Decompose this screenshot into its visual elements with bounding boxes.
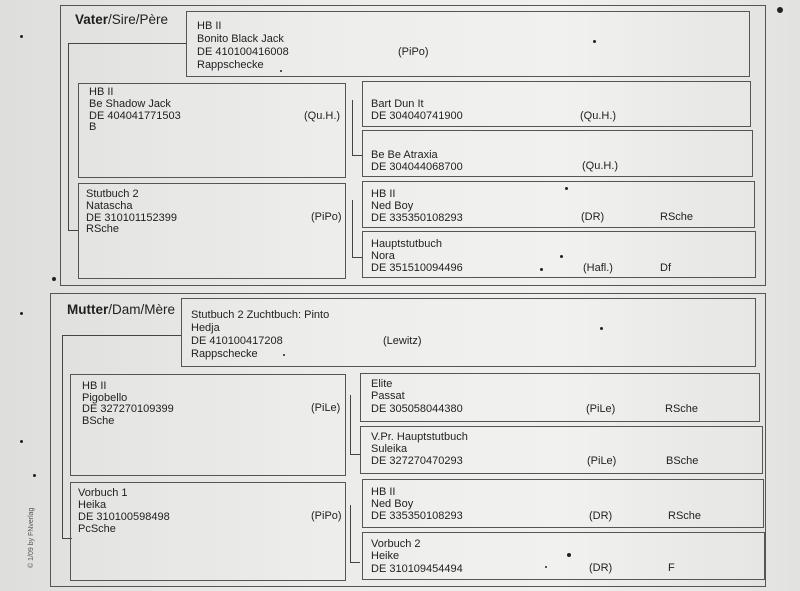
dam-dam-book: Vorbuch 1 bbox=[78, 487, 128, 499]
sire-sire-sire-breeder: (Qu.H.) bbox=[580, 110, 617, 122]
paper-speck bbox=[20, 312, 23, 315]
sire-dam-sire-name: Ned Boy bbox=[371, 200, 414, 212]
dam-dam-name: Heika bbox=[78, 499, 107, 511]
dam-dam-dam-name: Heike bbox=[371, 550, 400, 562]
sire-dam-sire-id: DE 335350108293 bbox=[371, 212, 463, 224]
sire-dam-sire-color: RSche bbox=[660, 211, 694, 223]
dam-dam-sire-name: Ned Boy bbox=[371, 498, 414, 510]
dam-sire-sire-breeder: (PiLe) bbox=[586, 403, 616, 415]
dam-dam-sire-color: RSche bbox=[668, 510, 702, 522]
dam-heading-rest: /Dam/Mère bbox=[108, 302, 176, 317]
sire-heading-main: Vater bbox=[75, 12, 109, 27]
sire-sire-book: HB II bbox=[89, 86, 114, 98]
paper-speck bbox=[283, 354, 285, 356]
sire-horse-name: Bonito Black Jack bbox=[197, 33, 284, 45]
paper-speck bbox=[777, 7, 783, 13]
sire-dam-breeder: (PiPo) bbox=[311, 211, 342, 223]
dam-sire-dam-name: Suleika bbox=[371, 443, 408, 455]
dam-horse-color: Rappschecke bbox=[191, 348, 258, 360]
sire-connector bbox=[68, 230, 78, 231]
dam-horse-breeder: (Lewitz) bbox=[383, 335, 422, 347]
dam-sire-book: HB II bbox=[82, 380, 107, 392]
dam-sire-sire-book: Elite bbox=[371, 378, 393, 390]
paper-speck bbox=[565, 187, 568, 190]
sire-section-heading bbox=[75, 12, 168, 27]
dam-sire-sire-color: RSche bbox=[665, 403, 699, 415]
dam-sire-dam-color: BSche bbox=[666, 455, 699, 467]
dam-dam-dam-book: Vorbuch 2 bbox=[371, 538, 421, 550]
dam-connector bbox=[62, 335, 63, 539]
dam-dam-dam-color: F bbox=[668, 562, 675, 574]
sire-connector bbox=[352, 200, 353, 258]
paper-speck bbox=[280, 70, 282, 72]
paper-speck bbox=[540, 268, 543, 271]
dam-sire-breeder: (PiLe) bbox=[311, 402, 341, 414]
dam-dam-breeder: (PiPo) bbox=[311, 510, 342, 522]
sire-connector bbox=[352, 155, 362, 156]
sire-dam-dam-name: Nora bbox=[371, 250, 395, 262]
dam-sire-name: Pigobello bbox=[82, 392, 128, 404]
sire-connector bbox=[68, 43, 69, 231]
dam-heading-main: Mutter bbox=[67, 302, 109, 317]
dam-dam-sire-book: HB II bbox=[371, 486, 396, 498]
dam-horse-name: Hedja bbox=[191, 322, 220, 334]
paper-speck bbox=[567, 553, 571, 557]
dam-dam-dam-id: DE 310109454494 bbox=[371, 563, 463, 575]
paper-speck bbox=[20, 440, 23, 443]
dam-sire-dam-breeder: (PiLe) bbox=[587, 455, 617, 467]
paper-speck bbox=[20, 35, 23, 38]
sire-dam-color: RSche bbox=[86, 223, 120, 235]
dam-sire-dam-book: V.Pr. Hauptstutbuch bbox=[371, 431, 468, 443]
copyright-note: © 1/09 by FNverlag bbox=[28, 507, 35, 568]
sire-sire-dam-name: Be Be Atraxia bbox=[371, 149, 438, 161]
dam-horse-book: Stutbuch 2 Zuchtbuch: Pinto bbox=[191, 309, 330, 321]
dam-sire-sire-name: Passat bbox=[371, 390, 405, 402]
sire-horse-book: HB II bbox=[197, 20, 222, 32]
sire-sire-sire-id: DE 304040741900 bbox=[371, 110, 463, 122]
sire-sire-dam-id: DE 304044068700 bbox=[371, 161, 463, 173]
sire-dam-dam-book: Hauptstutbuch bbox=[371, 238, 442, 250]
sire-dam-book: Stutbuch 2 bbox=[86, 188, 139, 200]
sire-connector bbox=[352, 257, 362, 258]
paper-speck bbox=[600, 327, 603, 330]
dam-connector bbox=[350, 395, 351, 455]
dam-dam-color: PcSche bbox=[78, 523, 116, 535]
sire-connector bbox=[68, 43, 186, 44]
sire-sire-color: B bbox=[89, 121, 97, 133]
sire-sire-name: Be Shadow Jack bbox=[89, 98, 171, 110]
dam-connector bbox=[350, 562, 360, 563]
dam-sire-color: BSche bbox=[82, 415, 115, 427]
dam-dam-dam-breeder: (DR) bbox=[589, 562, 613, 574]
dam-connector bbox=[350, 454, 360, 455]
sire-horse-color: Rappschecke bbox=[197, 59, 264, 71]
paper-speck bbox=[52, 277, 56, 281]
dam-dam-id: DE 310100598498 bbox=[78, 511, 170, 523]
sire-sire-dam-breeder: (Qu.H.) bbox=[582, 160, 619, 172]
sire-sire-breeder: (Qu.H.) bbox=[304, 110, 341, 122]
dam-dam-sire-breeder: (DR) bbox=[589, 510, 613, 522]
sire-dam-sire-book: HB II bbox=[371, 188, 396, 200]
sire-dam-dam-id: DE 351510094496 bbox=[371, 262, 463, 274]
sire-horse-breeder: (PiPo) bbox=[398, 46, 429, 58]
dam-connector bbox=[350, 505, 351, 563]
sire-sire-id: DE 404041771503 bbox=[89, 110, 181, 122]
sire-dam-id: DE 310101152399 bbox=[86, 212, 177, 224]
dam-section-heading bbox=[67, 302, 175, 317]
dam-sire-dam-id: DE 327270470293 bbox=[371, 455, 463, 467]
sire-dam-sire-breeder: (DR) bbox=[581, 211, 605, 223]
paper-speck bbox=[593, 40, 596, 43]
dam-sire-id: DE 327270109399 bbox=[82, 403, 174, 415]
dam-sire-sire-id: DE 305058044380 bbox=[371, 403, 463, 415]
dam-dam-sire-id: DE 335350108293 bbox=[371, 510, 463, 522]
sire-dam-dam-breeder: (Hafl.) bbox=[583, 262, 613, 274]
sire-dam-dam-color: Df bbox=[660, 262, 671, 274]
sire-connector bbox=[352, 100, 353, 156]
dam-connector bbox=[62, 335, 182, 336]
sire-sire-sire-name: Bart Dun It bbox=[371, 98, 424, 110]
paper-speck bbox=[545, 566, 547, 568]
paper-speck bbox=[560, 255, 563, 258]
dam-horse-id: DE 410100417208 bbox=[191, 335, 283, 347]
sire-dam-name: Natascha bbox=[86, 200, 133, 212]
sire-horse-id: DE 410100416008 bbox=[197, 46, 289, 58]
paper-speck bbox=[33, 474, 36, 477]
sire-heading-rest: /Sire/Père bbox=[108, 12, 169, 27]
